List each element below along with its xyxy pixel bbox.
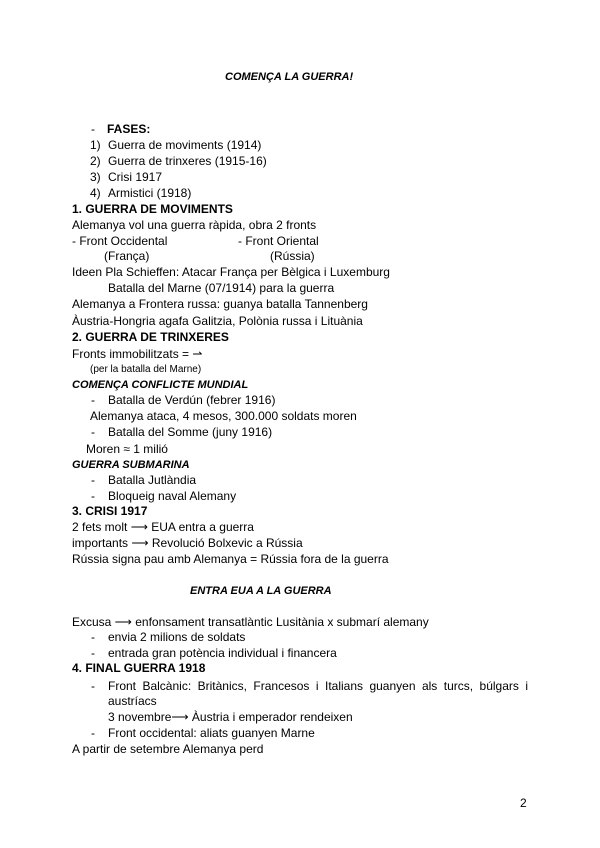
section-heading: 2. GUERRA DE TRINXERES <box>72 330 229 344</box>
bullet-dash: - <box>91 425 95 439</box>
text-line: A partir de setembre Alemanya perd <box>72 742 264 756</box>
list-item-continuation: austríacs <box>108 694 157 708</box>
phase-item: Guerra de trinxeres (1915-16) <box>108 154 267 168</box>
section-heading: 4. FINAL GUERRA 1918 <box>72 661 206 675</box>
text-line: Rússia signa pau amb Alemanya = Rússia fora de la guerra <box>72 552 389 566</box>
section-heading: 1. GUERRA DE MOVIMENTS <box>72 202 233 216</box>
list-number: 1) <box>90 138 101 152</box>
phase-item: Armistici (1918) <box>108 186 192 200</box>
text-line: 2 fets molt ⟶ EUA entra a guerra <box>72 520 254 534</box>
text-line: importants ⟶ Revolució Bolxevic a Rússia <box>72 536 303 550</box>
subheading: GUERRA SUBMARINA <box>72 459 190 471</box>
bullet-dash: - <box>91 630 95 644</box>
text-line: Àustria-Hongria agafa Galitzia, Polònia russa i Lituània <box>72 314 363 328</box>
list-number: 3) <box>90 170 101 184</box>
text-line: - Front Oriental <box>238 234 319 248</box>
list-item: Front occidental: aliats guanyen Marne <box>108 726 315 740</box>
list-item: entrada gran potència individual i financera <box>108 646 337 660</box>
text-line: (França) <box>104 249 150 263</box>
section-title: ENTRA EUA A LA GUERRA <box>190 585 332 597</box>
text-line: Alemanya vol una guerra ràpida, obra 2 fronts <box>72 218 317 232</box>
text-line: Alemanya a Frontera russa: guanya batalla Tannenberg <box>72 297 368 311</box>
list-item-continuation: 3 novembre⟶ Àustria i emperador rendeixen <box>108 710 353 724</box>
list-number: 2) <box>90 154 101 168</box>
list-item: envia 2 milions de soldats <box>108 630 246 644</box>
phase-item: Crisi 1917 <box>108 170 163 184</box>
list-item: Batalla Jutlàndia <box>108 473 197 487</box>
text-line: - Front Occidental <box>72 234 168 248</box>
text-line: Alemanya ataca, 4 mesos, 300.000 soldats moren <box>90 409 357 423</box>
text-line: Ideen Pla Schieffen: Atacar França per Bèlgica i Luxemburg <box>72 265 390 279</box>
list-item: Batalla de Verdún (febrer 1916) <box>108 393 276 407</box>
phase-item: Guerra de moviments (1914) <box>108 138 262 152</box>
text-line: Batalla del Marne (07/1914) para la guerra <box>108 281 335 295</box>
bullet-dash: - <box>91 726 95 740</box>
subheading: COMENÇA CONFLICTE MUNDIAL <box>72 379 249 391</box>
bullet-dash: - <box>91 473 95 487</box>
list-number: 4) <box>90 186 101 200</box>
bullet-dash: - <box>91 122 95 136</box>
bullet-dash: - <box>91 679 95 693</box>
text-line: Moren ≈ 1 milió <box>86 442 168 456</box>
page-title: COMENÇA LA GUERRA! <box>225 71 354 83</box>
text-line: Fronts immobilitzats = ⇀ <box>72 347 203 361</box>
section-heading: 3. CRISI 1917 <box>72 504 148 518</box>
bullet-dash: - <box>91 489 95 503</box>
list-item: Batalla del Somme (juny 1916) <box>108 425 273 439</box>
text-line: (per la batalla del Marne) <box>90 364 202 375</box>
list-item: Bloqueig naval Alemany <box>108 489 237 503</box>
bullet-dash: - <box>91 393 95 407</box>
phases-heading: FASES: <box>107 122 151 136</box>
list-item: Front Balcànic: Britànics, Francesos i Italians guanyen als turcs, búlgars i <box>108 679 528 693</box>
page-number: 2 <box>520 796 527 810</box>
bullet-dash: - <box>91 646 95 660</box>
text-line: (Rússia) <box>270 249 315 263</box>
text-line: Excusa ⟶ enfonsament transatlàntic Lusitània x submarí alemany <box>72 615 429 629</box>
